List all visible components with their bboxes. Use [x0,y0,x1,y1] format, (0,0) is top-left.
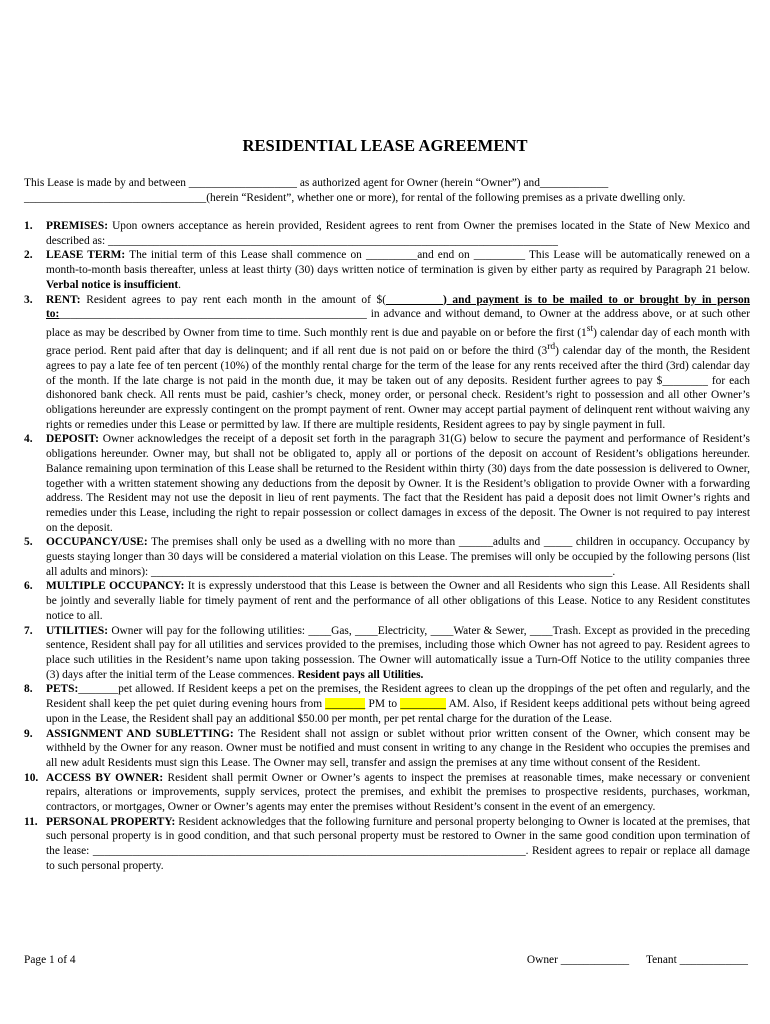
section-text: ) calendar day of each month with grace period. Rent paid after that day is delinquent; and if all rent due is not paid on or before the third (3 [46,326,751,358]
section-text: Resident shall permit Owner or Owner’s agents to inspect the premises at reasonable times, make necessary or convenient repairs, alterations or improvements, supply services, protect the premises, and exhibit the premises to prospective residents, purchases, workman, contractors, or mortgages, Owner or Owner’s agents may enter the premises without Resident’s consent in the event of an emergency. [46,771,750,814]
section-heading: PREMISES: [46,220,109,232]
section-heading: DEPOSIT: [46,433,99,446]
section-heading: PERSONAL PROPERTY: [46,815,176,828]
superscript-st: st [586,323,594,334]
section-text: Owner will pay for the following utilities: ____Gas, ____Electricity, ____Water & Sewer, ____Trash. Except as provided in the preceding sentence, Resident shall pay for all utilities and services provided to the premises, including those which Owner has not agreed to pay. Resident agrees to place such utilities in the Resident’s name upon taking possession. The Owner will automatically issue a Turn-Off Notice to the utility companies three (3) days after the initial term of the Lease commences. [46,624,750,681]
section-number: 11. [24,815,38,828]
section-utilities [24,624,750,683]
section-text: It is expressly understood that this Lease is between the Owner and all Residents who sign this Lease. All Residents shall be jointly and severally liable for timely payment of rent and the performance of all other obligations of this Lease. Notice to any Resident constitutes notice to all. [46,580,750,622]
owner-initials-field: Owner ____________ [526,954,630,966]
section-number: 4. [24,433,33,446]
section-text: in advance and without demand, to Owner at the address above, or at such other place as may be described by Owner from time to time. Such monthly rent is due and payable on or before the first (1 [46,308,750,339]
section-text: ) calendar day of the month, the Resident agrees to pay a late fee of ten percent (10%) of the monthly rental charge for the term of the lease for any rents received after the third (3rd) calendar day of the month. If the late charge is not paid in the month due, it may be taken out of any deposits. Resident further agrees to pay $________ for each dishonored bank check. All rents must be paid, cashier’s check, money order, or personal check. Resident’s right to possession and all other Owner’s obligations hereunder are expressly contingent on the prompt payment of rent. Owner may accept partial payment of delinquent rent without waiving any rights or remedies under this Lease or permitted by law. If there are multiple residents, Resident agrees to pay by single payment in full. [46,345,751,431]
section-number: 8. [24,683,33,696]
section-heading: ASSIGNMENT AND SUBLETTING: [46,727,234,740]
superscript-rd: rd [547,342,556,353]
pm-time-blank: _______ [325,698,366,711]
section-rent [24,293,750,433]
section-text: PM to [365,698,401,711]
section-number: 10. [24,771,39,784]
section-number: 6. [24,580,33,593]
am-time-blank: ________ [400,698,446,711]
section-text: _______pet allowed. If Resident keeps a pet on the premises, the Resident agrees to clean up the droppings of the pet often and regularly, and the Resident shall keep the pet quiet during evening hours from [46,683,750,711]
payment-address-blank: ______________________________________________________ [59,308,367,321]
section-deposit [24,432,750,535]
section-text: AM. Also, if Resident keeps additional pets without being agreed upon in the Lease, the Resident shall pay an additional $50.00 per month, per pet rental charge for the duration of the Lease. [46,698,750,725]
intro-line-2: ________________________________(herein “Resident”, whether one or more), for rental of the following premises as a private dwelling only. [24,191,686,204]
section-pets [24,682,750,726]
section-text: Owner acknowledges the receipt of a deposit set forth in the paragraph 31(G) below to secure the payment and performance of Resident’s obligations hereunder. Owner may, but shall not be obligated to, apply all or portions of the deposit on account of Resident’s obligations hereunder. Balance remaining upon termination of this Lease shall be returned to the Resident within thirty (30) days from the date possession is delivered to Owner, together with a written statement showing any deductions from the deposit by Owner. It is the Resident’s obligation to provide Owner with a forwarding address. The Resident may not use the deposit in lieu of rent payments. The fact that the Resident has paid a deposit does not limit Owner’s rights and remedies under this Lease, including the right to repair possession or collect damages in excess of the deposit. The Owner is not required to pay interest on the deposit. [46,433,750,534]
intro-line-1: This Lease is made by and between ___________________ as authorized agent for Owner (herein “Owner”) and____________ [24,177,609,189]
section-heading: MULTIPLE OCCUPANCY: [46,580,185,593]
section-number: 5. [24,536,33,549]
intro-paragraph [24,176,748,205]
page-number: Page 1 of 4 [24,954,76,966]
rent-amount-blank: __________ [386,293,443,306]
section-lease-term [24,248,750,292]
section-premises [24,219,750,248]
section-number: 1. [24,220,33,232]
section-heading: RENT: [46,293,81,306]
resident-pays-utilities-text: Resident pays all Utilities. [297,668,424,681]
section-heading: UTILITIES: [46,624,109,637]
section-text: The premises shall only be used as a dwelling with no more than ______adults and _____ children in occupancy. Occupancy by guests staying longer than 30 days will be considered a material violation on this Lease. The premises will only be occupied by the following persons (list all adults and minors): _________________________________________________________________________________. [46,536,750,578]
section-access-by-owner [24,771,750,815]
tenant-initials-field: Tenant ____________ [645,954,748,966]
section-heading: PETS: [46,683,79,696]
section-text: Resident agrees to pay rent each month in the amount of $( [80,293,387,306]
section-text-end: . [178,278,182,291]
section-text: Upon owners acceptance as herein provided, Resident agrees to rent from Owner the premises located in the State of New Mexico and described as: _______________________________________________________________________________ [46,220,750,247]
section-heading: LEASE TERM: [46,249,126,262]
payment-instruction: ) and payment is to be mailed to or brought by in person to: [46,293,750,321]
lease-sections [24,219,750,874]
section-personal-property [24,815,750,874]
section-number: 9. [24,727,33,740]
section-assignment [24,727,750,771]
section-multiple-occupancy [24,579,750,623]
section-heading: ACCESS BY OWNER: [46,771,164,784]
verbal-notice-text: Verbal notice is insufficient [46,278,179,291]
section-occupancy [24,535,750,579]
section-heading: OCCUPANCY/USE: [46,536,148,549]
section-text: The Resident shall not assign or sublet without prior written consent of the Owner, which consent may be withheld by the Owner for any reason. Owner must be notified and must consent in writing to any change in the Resident who occupies the premises and all new adult Residents must sign this Lease. The Owner may sell, transfer and assign the premises at any time without consent of the Resident. [46,727,750,769]
section-number: 2. [24,249,33,262]
section-number: 7. [24,624,33,637]
section-number: 3. [24,293,33,306]
document-title: RESIDENTIAL LEASE AGREEMENT [242,136,528,155]
section-text: Resident acknowledges that the following furniture and personal property belonging to Owner is located at the premises, that such personal property is in good condition, and that such personal property must be restored to Owner in the same good condition upon termination of the lease: ____________________________________________________________________________. Resident agrees to repair or replace all damage to such personal property. [46,815,750,872]
section-text: The initial term of this Lease shall commence on _________and end on _________ This Lease will be automatically renewed on a month-to-month basis thereafter, unless at least thirty (30) days written notice of termination is given by either party as required by Paragraph 21 below. [46,249,750,277]
signature-initials [527,954,748,966]
